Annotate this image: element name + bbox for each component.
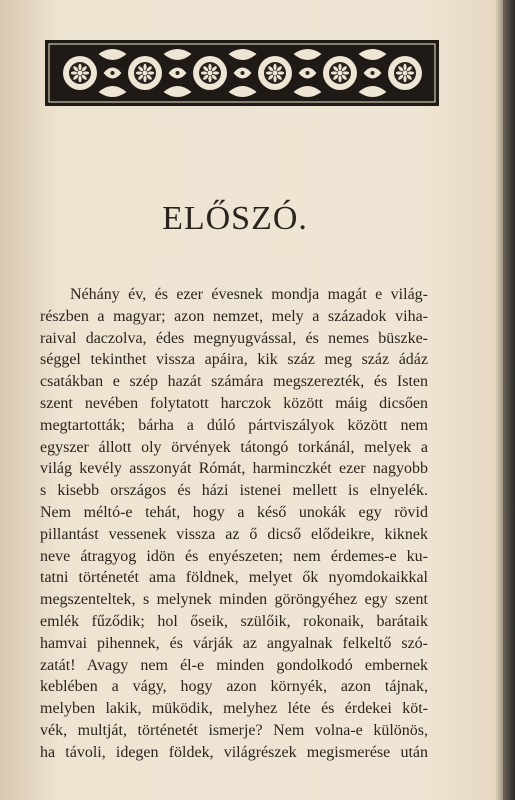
text-line: világ kevély asszonyát Rómát, harminczkét ezer nagyobb — [40, 460, 428, 478]
ornamental-header-band — [45, 40, 439, 106]
text-line: ha távoli, idegen földek, világrészek megismerése után — [40, 743, 428, 761]
text-line: raival daczolva, édes megnyugvással, és nemes büszke- — [40, 329, 428, 347]
text-line: egyszer állott oly örvények tátongó torkánál, melyek a — [40, 438, 428, 456]
page-title: ELŐSZÓ. — [162, 200, 308, 237]
book-spine-edge — [503, 0, 515, 800]
text-line: vék, multját, történetét ismerje? Nem volna-e különös, — [40, 721, 428, 739]
text-line: s kisebb országos és házi istenei mellett is elnyelék. — [40, 482, 428, 500]
text-line: csatákban e szép hazát számára megszerezték, és Isten — [40, 373, 428, 391]
text-line: Néhány év, és ezer évesnek mondja magát e világ- — [70, 286, 428, 303]
text-line: Nem méltó-e tehát, hogy a késő unokák egy rövid — [40, 503, 428, 521]
text-line: keblében a vágy, hogy azon környék, azon tájnak, — [40, 678, 428, 696]
text-line: megszenteltek, s melynek minden göröngyéhez egy szent — [40, 591, 428, 609]
text-line: szent nevében folytatott harczok között máig dicsően — [40, 394, 428, 412]
text-line: emlék fűződik; hol őseik, szülőik, rokonaik, barátaik — [40, 612, 428, 630]
text-line: hamvai pihennek, és várják az angyalnak felkeltő szó- — [40, 634, 428, 652]
text-line: melyben lakik, müködik, melyhez léte és érdekei köt- — [40, 700, 428, 718]
text-line: neve átragyog idön és enyészeten; nem érdemes-e ku- — [40, 547, 428, 565]
ornament-icon — [47, 42, 437, 104]
text-line: megtartották; bárha a dúló pártviszályok között nem — [40, 416, 428, 434]
text-line: zatát! Avagy nem él-e minden gondolkodó embernek — [40, 656, 428, 674]
text-line: részben a magyar; azon nemzet, mely a századok viha- — [40, 307, 428, 325]
text-line: pillantást vessenek vissza az ő dicső elődeikre, kiknek — [40, 525, 428, 543]
body-text — [40, 284, 428, 764]
text-line: tatni történetét ama földnek, melyet ők nyomdokaikkal — [40, 569, 428, 587]
text-line: séggel tekinthet vissza apáira, kik száz meg száz ádáz — [40, 351, 428, 369]
